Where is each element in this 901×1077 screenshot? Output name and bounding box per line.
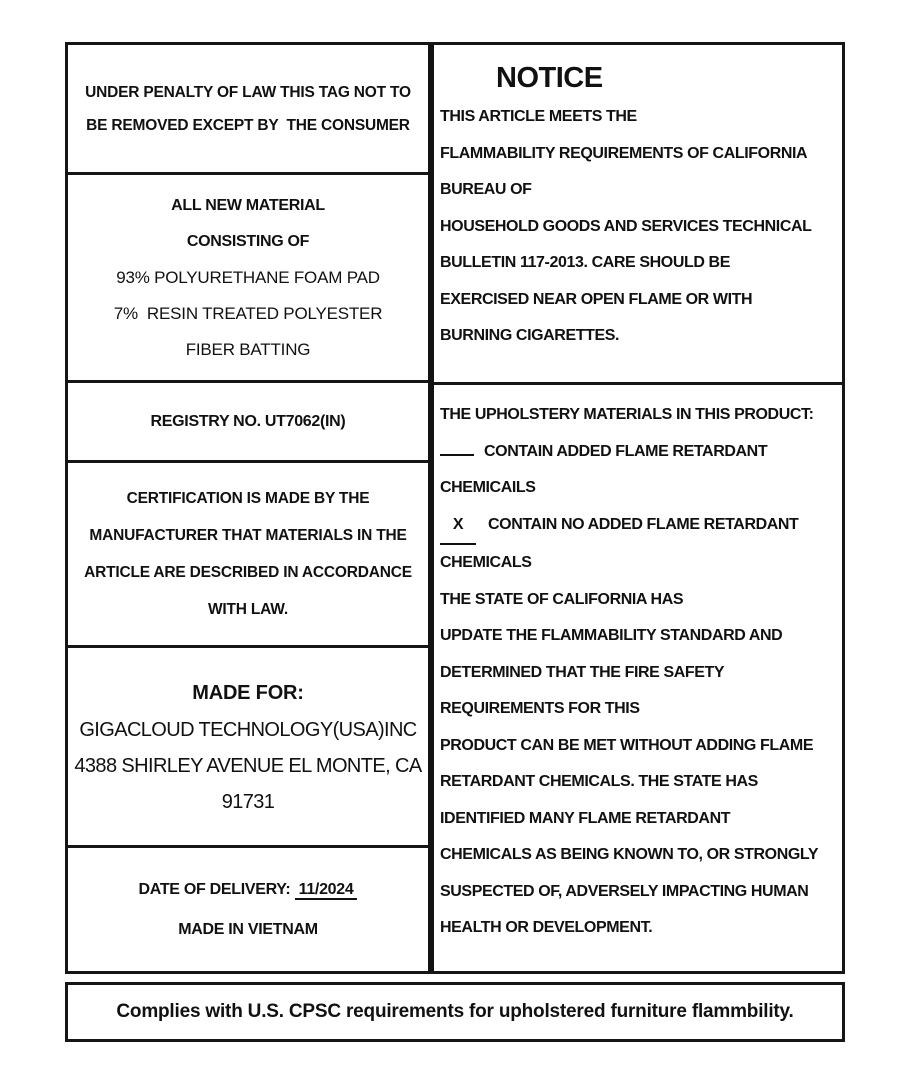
state-line: HEALTH OR DEVELOPMENT.	[440, 919, 653, 936]
material-item-1: 93% POLYURETHANE FOAM PAD	[116, 267, 380, 287]
fr-option-added-text: CONTAIN ADDED FLAME RETARDANT	[484, 442, 768, 460]
notice-line: FLAMMABILITY REQUIREMENTS OF CALIFORNIA	[440, 144, 808, 162]
certification-line-4: WITH LAW.	[208, 601, 288, 618]
state-line: REQUIREMENTS FOR THIS	[440, 700, 640, 717]
upholstery-section	[434, 385, 842, 971]
made-for-section	[68, 648, 428, 848]
state-line: IDENTIFIED MANY FLAME RETARDANT	[440, 809, 731, 827]
certification-section	[68, 463, 428, 648]
certification-line-1: CERTIFICATION IS MADE BY THE	[126, 490, 370, 507]
material-heading-1: ALL NEW MATERIAL	[171, 196, 325, 214]
material-heading-2: CONSISTING OF	[186, 232, 310, 250]
material-item-3: FIBER BATTING	[185, 339, 311, 359]
state-line: PRODUCT CAN BE MET WITHOUT ADDING FLAME	[440, 736, 814, 754]
state-line: RETARDANT CHEMICALS. THE STATE HAS	[440, 773, 758, 790]
upholstery-intro: THE UPHOLSTERY MATERIALS IN THIS PRODUCT:	[440, 406, 814, 423]
made-for-company: GIGACLOUD TECHNOLOGY(USA)INC	[79, 718, 417, 741]
penalty-section	[68, 45, 428, 175]
state-line: DETERMINED THAT THE FIRE SAFETY	[440, 663, 725, 681]
notice-section	[434, 45, 842, 385]
registry-number: REGISTRY NO. UT7062(IN)	[150, 412, 346, 430]
made-in-line: MADE IN VIETNAM	[178, 920, 318, 938]
notice-line: BURNING CIGARETTES.	[440, 327, 620, 344]
made-for-zip: 91731	[221, 790, 275, 813]
certification-line-3: ARTICLE ARE DESCRIBED IN ACCORDANCE	[84, 564, 412, 581]
notice-line: EXERCISED NEAR OPEN FLAME OR WITH	[440, 290, 753, 308]
fr-option-none	[440, 507, 838, 546]
material-item-2: 7% RESIN TREATED POLYESTER	[113, 303, 383, 323]
x-mark: X	[440, 507, 476, 546]
made-for-address: 4388 SHIRLEY AVENUE EL MONTE, CA	[74, 754, 422, 777]
penalty-line-1: UNDER PENALTY OF LAW THIS TAG NOT TO	[85, 83, 411, 101]
fr-option-none-cont: CHEMICALS	[440, 554, 532, 571]
blank-line	[440, 440, 474, 456]
state-line: SUSPECTED OF, ADVERSELY IMPACTING HUMAN	[440, 882, 809, 900]
state-line: UPDATE THE FLAMMABILITY STANDARD AND	[440, 627, 783, 644]
label-main-box	[65, 42, 845, 974]
material-section	[68, 175, 428, 383]
made-for-heading: MADE FOR:	[192, 681, 304, 704]
notice-line: HOUSEHOLD GOODS AND SERVICES TECHNICAL	[440, 217, 812, 235]
delivery-date-line	[139, 870, 358, 910]
registry-section	[68, 383, 428, 463]
certification-line-2: MANUFACTURER THAT MATERIALS IN THE	[89, 527, 407, 544]
state-line: THE STATE OF CALIFORNIA HAS	[440, 590, 684, 608]
notice-line: THIS ARTICLE MEETS THE	[440, 108, 637, 125]
cpsc-compliance-text: Complies with U.S. CPSC requirements for upholstered furniture flammbility.	[116, 1001, 794, 1022]
fr-option-added	[440, 434, 838, 471]
state-line: CHEMICALS AS BEING KNOWN TO, OR STRONGLY	[440, 846, 819, 863]
fr-option-added-cont: CHEMICAILS	[440, 479, 536, 496]
delivery-section	[68, 848, 428, 971]
delivery-date-value: 11/2024	[295, 881, 358, 900]
notice-line: BUREAU OF	[440, 181, 532, 198]
right-column	[434, 45, 842, 971]
notice-line: BULLETIN 117-2013. CARE SHOULD BE	[440, 254, 730, 271]
delivery-date-label: DATE OF DELIVERY:	[138, 880, 295, 898]
fr-option-none-text: CONTAIN NO ADDED FLAME RETARDANT	[488, 515, 799, 533]
cpsc-compliance-bar	[65, 982, 845, 1042]
penalty-line-2: BE REMOVED EXCEPT BY THE CONSUMER	[86, 116, 410, 134]
notice-title: NOTICE	[496, 62, 603, 94]
left-column	[68, 45, 428, 971]
